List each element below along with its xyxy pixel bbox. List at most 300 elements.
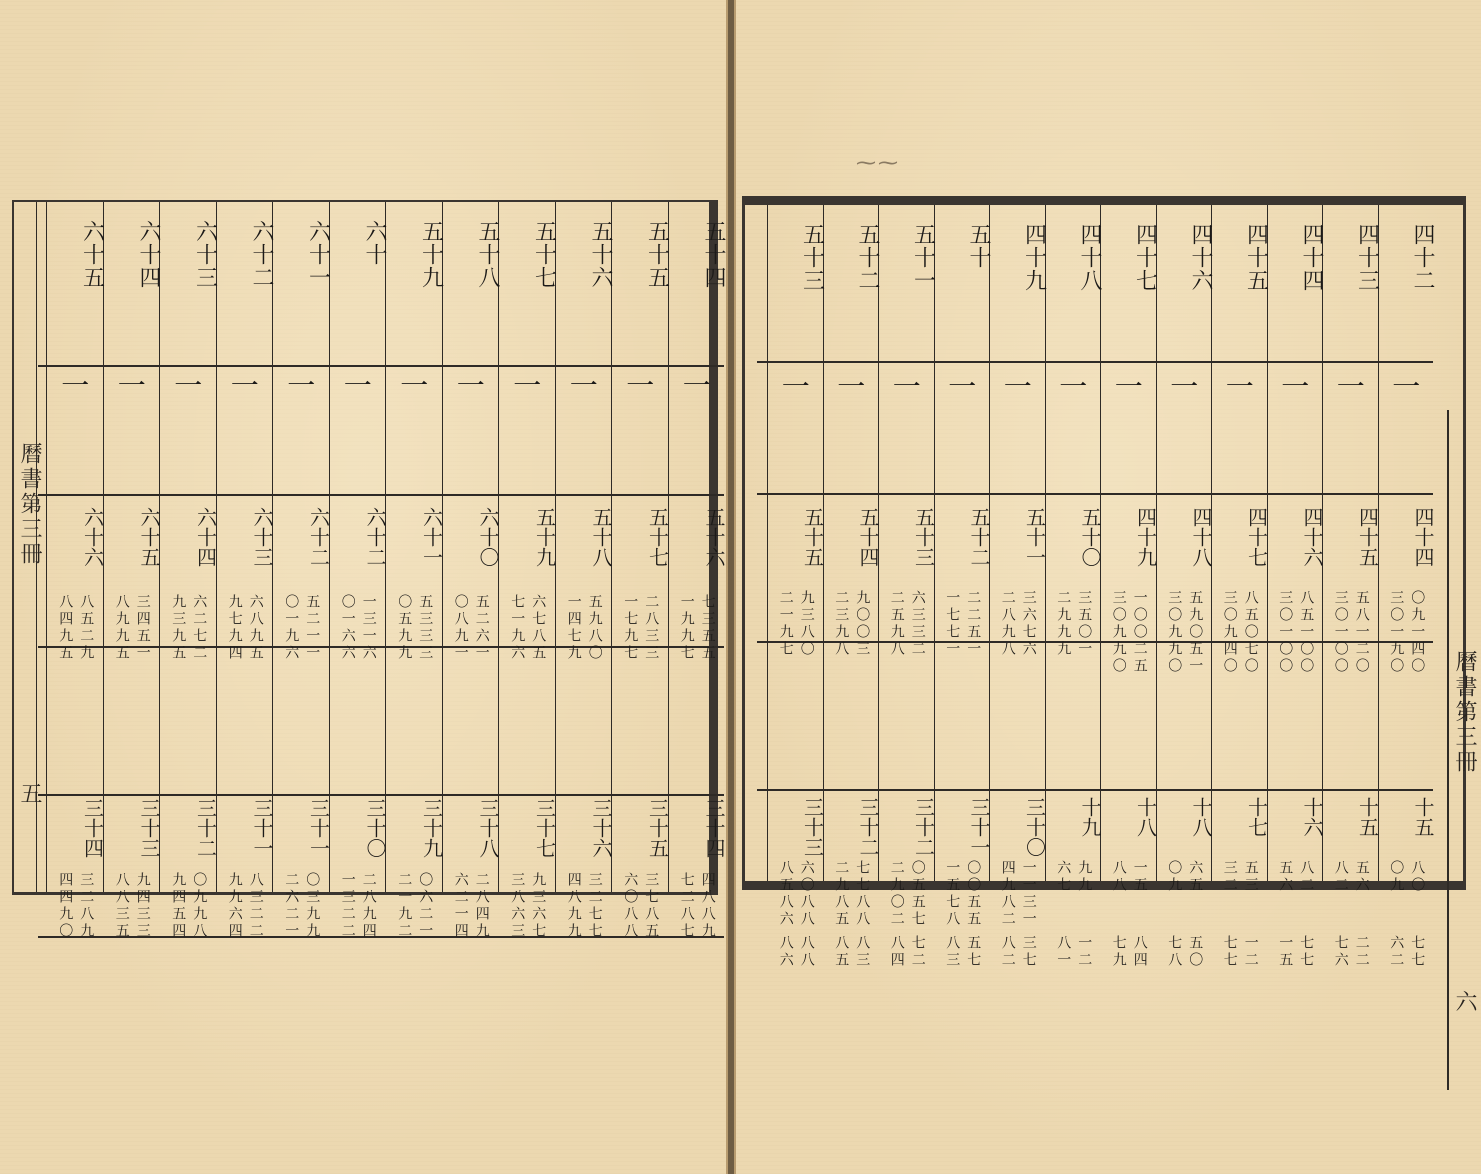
column-heading: 六十一: [305, 220, 331, 289]
small-figure: 七三五五: [699, 594, 716, 662]
small-figure: 七一九六: [509, 594, 526, 662]
minute-values: [879, 935, 935, 969]
minute-values: [1212, 935, 1268, 969]
small-figure: 八二: [1298, 860, 1315, 894]
column-heading: 四十七: [1132, 223, 1158, 292]
right-table-frame: [742, 196, 1477, 1015]
small-figure: 六〇八八: [622, 872, 639, 940]
small-figure: 八三: [854, 935, 871, 969]
degree-value: 十五: [1355, 797, 1380, 837]
minute-values: [879, 590, 935, 658]
minute-values: [1101, 935, 1157, 969]
small-figure: 二一九二: [396, 872, 413, 940]
column-heading: 四十三: [1354, 223, 1380, 292]
minute-values: [1212, 860, 1268, 894]
table-column: [668, 202, 726, 940]
degree-value: 五十〇: [1078, 507, 1102, 567]
small-figure: 六二一四: [452, 872, 469, 940]
degree-value: 五十七: [645, 507, 670, 567]
degree-value: 三十八: [476, 798, 500, 858]
minute-values: [1379, 935, 1435, 969]
small-figure: 二八三三: [643, 594, 660, 662]
ink-stain: ⁓⁓: [856, 150, 900, 174]
minute-values: [1323, 935, 1379, 969]
small-figure: 八五: [833, 935, 850, 969]
unit-value: 一: [626, 369, 655, 402]
minute-values: [1323, 860, 1379, 894]
right-margin-strip: [1447, 410, 1477, 1090]
minute-values: [1101, 860, 1157, 894]
unit-value: 一: [682, 369, 711, 402]
small-figure: 六〇八八: [798, 860, 815, 928]
minute-values: [824, 860, 880, 928]
table-column: [934, 205, 991, 969]
minute-values: [1101, 590, 1157, 675]
small-figure: 三七: [1020, 935, 1037, 969]
unit-value: 一: [1114, 370, 1143, 403]
small-figure: 九七九四: [226, 594, 243, 662]
table-column: [767, 205, 825, 969]
table-column: [329, 202, 387, 940]
table-column: [823, 205, 880, 969]
degree-value: 六十一: [419, 507, 444, 567]
small-figure: 二一九七: [777, 590, 794, 658]
small-figure: 九九: [1076, 860, 1093, 894]
minute-values: [768, 935, 824, 969]
degree-value: 十八: [1189, 797, 1213, 837]
small-figure: 八〇: [1409, 860, 1426, 894]
small-figure: 二二: [1353, 935, 1370, 969]
left-table-frame: [12, 200, 726, 940]
small-figure: 三二: [1221, 860, 1238, 894]
minute-values: [1323, 590, 1379, 675]
degree-value: 六十三: [250, 507, 274, 567]
small-figure: 八五八六: [777, 860, 794, 928]
minute-values: [330, 872, 387, 940]
small-figure: 二五九八: [888, 590, 905, 658]
degree-value: 十六: [1300, 797, 1324, 837]
table-column: [555, 202, 613, 940]
unit-value: 一: [1170, 370, 1199, 403]
degree-value: 三十四: [80, 798, 105, 858]
minute-values: [935, 590, 991, 658]
degree-value: 三十二: [856, 797, 880, 857]
small-figure: 八五一〇〇: [1298, 590, 1315, 675]
small-figure: 五八一二〇: [1353, 590, 1370, 675]
small-figure: 六二: [1388, 935, 1405, 969]
small-figure: 〇五五七: [909, 860, 926, 928]
small-figure: 九九六四: [226, 872, 243, 940]
right-page: [734, 0, 1481, 1174]
minute-values: [1268, 935, 1324, 969]
minute-values: [217, 594, 274, 662]
unit-value: 一: [569, 369, 598, 402]
small-figure: 八八三五: [113, 872, 130, 940]
minute-values: [47, 594, 104, 662]
column-heading: 五十二: [855, 223, 880, 292]
small-figure: 三四五一: [134, 594, 151, 662]
small-figure: 二八九八: [999, 590, 1016, 658]
degree-value: 三十六: [589, 798, 613, 858]
minute-values: [160, 594, 217, 662]
minute-values: [669, 594, 726, 662]
minute-values: [104, 872, 161, 940]
small-figure: 〇一六六: [339, 594, 356, 662]
small-figure: 〇三九九: [304, 872, 321, 940]
column-heading: 四十六: [1188, 223, 1213, 292]
small-figure: 三〇一九〇: [1388, 590, 1405, 675]
degree-value: 四十七: [1244, 507, 1269, 567]
degree-value: 十五: [1411, 797, 1435, 837]
small-figure: 八四: [1131, 935, 1148, 969]
small-figure: 六七八五: [530, 594, 547, 662]
column-heading: 六十五: [79, 220, 105, 289]
small-figure: 八一: [1055, 935, 1072, 969]
small-figure: 二六二一: [283, 872, 300, 940]
unit-value: 一: [781, 370, 810, 403]
table-column: [1100, 205, 1158, 969]
small-figure: 七二八七: [678, 872, 695, 940]
minute-values: [1046, 590, 1102, 658]
small-figure: 〇八九一: [452, 594, 469, 662]
minute-values: [1046, 860, 1102, 894]
unit-value: 一: [892, 370, 921, 403]
table-column: [989, 205, 1047, 969]
unit-value: 一: [1059, 370, 1088, 403]
degree-value: 三十七: [532, 798, 557, 858]
left-margin-title: 曆書第三冊: [17, 442, 42, 567]
minute-values: [824, 590, 880, 658]
minute-values: [386, 594, 443, 662]
small-figure: 五九八〇: [586, 594, 603, 662]
small-figure: 一五七八: [944, 860, 961, 928]
right-margin-title: 曆書第三冊: [1452, 650, 1477, 775]
minute-values: [1157, 935, 1213, 969]
minute-values: [47, 872, 104, 940]
minute-values: [612, 594, 669, 662]
table-column: [159, 202, 218, 940]
table-column: [611, 202, 670, 940]
small-figure: 〇九: [1388, 860, 1405, 894]
minute-values: [1268, 860, 1324, 894]
unit-value: 一: [1281, 370, 1310, 403]
small-figure: 九三六七: [530, 872, 547, 940]
small-figure: 二八九四: [360, 872, 377, 940]
table-column: [1267, 205, 1324, 969]
degree-value: 三十〇: [1022, 797, 1047, 857]
small-figure: 四九八二: [999, 860, 1016, 928]
degree-value: 三十五: [645, 798, 670, 858]
small-figure: 四四九〇: [57, 872, 74, 940]
table-column: [103, 202, 161, 940]
degree-value: 三十三: [137, 798, 161, 858]
degree-value: 十七: [1244, 797, 1269, 837]
small-figure: 七二: [909, 935, 926, 969]
small-figure: 五〇: [1187, 935, 1204, 969]
degree-value: 四十六: [1300, 507, 1324, 567]
minute-values: [499, 872, 556, 940]
unit-value: 一: [230, 369, 259, 402]
small-figure: 八八: [1110, 860, 1127, 894]
small-figure: 〇九九八: [191, 872, 208, 940]
minute-values: [768, 860, 824, 928]
small-figure: 七八: [1166, 935, 1183, 969]
degree-value: 四十五: [1355, 507, 1380, 567]
unit-value: 一: [837, 370, 866, 403]
degree-value: 五十一: [1022, 507, 1047, 567]
degree-value: 五十五: [800, 507, 825, 567]
small-figure: 六二七二: [191, 594, 208, 662]
minute-values: [824, 935, 880, 969]
small-figure: 五六: [1353, 860, 1370, 894]
small-figure: 九三九五: [170, 594, 187, 662]
minute-values: [499, 594, 556, 662]
small-figure: 八三: [944, 935, 961, 969]
unit-value: 一: [1225, 370, 1254, 403]
small-figure: 三二七七: [586, 872, 603, 940]
degree-value: 六十五: [137, 507, 161, 567]
small-figure: 七七: [1409, 935, 1426, 969]
small-figure: 三〇九四〇: [1221, 590, 1238, 675]
small-figure: 六五: [1187, 860, 1204, 894]
column-heading: 五十七: [531, 220, 557, 289]
degree-value: 五十三: [911, 507, 936, 567]
small-figure: 三二八九: [78, 872, 95, 940]
minute-values: [104, 594, 161, 662]
table-column: [1156, 205, 1213, 969]
degree-value: 四十四: [1411, 507, 1435, 567]
small-figure: 〇一九六: [283, 594, 300, 662]
small-figure: 八五〇七〇: [1242, 590, 1259, 675]
table-column: [46, 202, 105, 940]
small-figure: 〇五九九: [396, 594, 413, 662]
column-heading: 五十一: [910, 223, 936, 292]
small-figure: 五九〇五一: [1187, 590, 1204, 675]
column-heading: 五十八: [475, 220, 500, 289]
degree-value: 十九: [1078, 797, 1102, 837]
small-figure: 一三二二: [339, 872, 356, 940]
minute-values: [1268, 590, 1324, 675]
minute-values: [990, 590, 1046, 658]
degree-value: 四十九: [1133, 507, 1158, 567]
table-column: [1322, 205, 1380, 969]
small-figure: 五三三三: [417, 594, 434, 662]
small-figure: 四八九九: [565, 872, 582, 940]
left-table: [38, 202, 726, 940]
unit-value: 一: [948, 370, 977, 403]
degree-value: 五十二: [967, 507, 991, 567]
small-figure: 一七九七: [622, 594, 639, 662]
column-heading: 四十九: [1021, 223, 1047, 292]
minute-values: [330, 594, 387, 662]
small-figure: 二九九九: [1055, 590, 1072, 658]
unit-value: 一: [174, 369, 203, 402]
degree-value: 三十九: [419, 798, 444, 858]
degree-value: 六十六: [80, 507, 105, 567]
minute-values: [273, 594, 330, 662]
small-figure: 三六七六: [1020, 590, 1037, 658]
column-heading: 六十四: [136, 220, 161, 289]
minute-values: [879, 860, 935, 928]
small-figure: 九三八〇: [798, 590, 815, 658]
unit-value: 一: [117, 369, 146, 402]
table-column: [385, 202, 444, 940]
small-figure: 五三: [1242, 860, 1259, 894]
degree-value: 三十一: [250, 798, 274, 858]
minute-values: [1157, 590, 1213, 675]
minute-values: [935, 935, 991, 969]
unit-value: 一: [1336, 370, 1365, 403]
small-figure: 六八九五: [247, 594, 264, 662]
minute-values: [1212, 590, 1268, 675]
small-figure: 〇〇五五: [965, 860, 982, 928]
small-figure: 一二: [1076, 935, 1093, 969]
minute-values: [1157, 860, 1213, 894]
column-heading: 六十: [362, 220, 387, 266]
table-column: [1211, 205, 1269, 969]
small-figure: 二九〇二: [888, 860, 905, 928]
small-figure: 六三三二: [909, 590, 926, 658]
minute-values: [556, 594, 613, 662]
small-figure: 一一三一: [1020, 860, 1037, 928]
table-column: [498, 202, 557, 940]
column-heading: 五十九: [418, 220, 444, 289]
small-figure: 三五〇一: [1076, 590, 1093, 658]
degree-value: 六十二: [363, 507, 387, 567]
small-figure: 八四: [888, 935, 905, 969]
minute-values: [386, 872, 443, 940]
small-figure: 〇九一四〇: [1409, 590, 1426, 675]
degree-value: 六十四: [193, 507, 218, 567]
right-table: [757, 205, 1435, 969]
unit-value: 一: [400, 369, 429, 402]
small-figure: 五六: [1277, 860, 1294, 894]
degree-value: 五十九: [532, 507, 557, 567]
small-figure: 七七八八: [854, 860, 871, 928]
minute-values: [1046, 935, 1102, 969]
unit-value: 一: [343, 369, 372, 402]
column-heading: 四十五: [1243, 223, 1269, 292]
small-figure: 四八八九: [699, 872, 716, 940]
degree-value: 三十三: [800, 797, 825, 857]
column-heading: 五十四: [701, 220, 726, 289]
column-heading: 五十: [966, 223, 991, 269]
table-column: [272, 202, 331, 940]
minute-values: [443, 594, 500, 662]
minute-values: [217, 872, 274, 940]
left-page: [0, 0, 728, 1174]
small-figure: 一〇〇二五: [1131, 590, 1148, 675]
degree-value: 十八: [1133, 797, 1158, 837]
small-figure: 二二五一: [965, 590, 982, 658]
small-figure: 九四三三: [134, 872, 151, 940]
degree-value: 四十八: [1189, 507, 1213, 567]
left-page-number: 五: [17, 782, 42, 807]
column-heading: 四十二: [1410, 223, 1435, 292]
left-margin-strip: [14, 202, 42, 892]
small-figure: 一五: [1131, 860, 1148, 894]
small-figure: 五七: [965, 935, 982, 969]
table-column: [878, 205, 936, 969]
unit-value: 一: [61, 369, 90, 402]
small-figure: 一三一六: [360, 594, 377, 662]
column-heading: 五十六: [588, 220, 613, 289]
small-figure: 二八四九: [473, 872, 490, 940]
table-column: [442, 202, 500, 940]
small-figure: 八八: [798, 935, 815, 969]
degree-value: 六十二: [306, 507, 331, 567]
small-figure: 〇九: [1166, 860, 1183, 894]
unit-value: 一: [1003, 370, 1032, 403]
small-figure: 五二六一: [473, 594, 490, 662]
table-column: [1045, 205, 1102, 969]
small-figure: 六七: [1055, 860, 1072, 894]
unit-value: 一: [513, 369, 542, 402]
small-figure: 〇六二一: [417, 872, 434, 940]
degree-value: 三十二: [911, 797, 936, 857]
small-figure: 一七七一: [944, 590, 961, 658]
unit-value: 一: [1392, 370, 1421, 403]
degree-value: 三十四: [702, 798, 726, 858]
minute-values: [556, 872, 613, 940]
small-figure: 八六: [777, 935, 794, 969]
small-figure: 五二一一: [304, 594, 321, 662]
small-figure: 八三二二: [247, 872, 264, 940]
column-heading: 六十三: [192, 220, 218, 289]
column-heading: 五十三: [799, 223, 825, 292]
unit-value: 一: [287, 369, 316, 402]
small-figure: 八二: [999, 935, 1016, 969]
small-figure: 九〇〇三: [854, 590, 871, 658]
minute-values: [669, 872, 726, 940]
small-figure: 三〇九九〇: [1166, 590, 1183, 675]
unit-value: 一: [456, 369, 485, 402]
small-figure: 二三九八: [833, 590, 850, 658]
degree-value: 五十六: [702, 507, 726, 567]
column-heading: 五十五: [644, 220, 670, 289]
small-figure: 八九九五: [113, 594, 130, 662]
column-heading: 六十二: [249, 220, 274, 289]
minute-values: [768, 590, 824, 658]
column-heading: 四十四: [1299, 223, 1324, 292]
small-figure: 八四九五: [57, 594, 74, 662]
degree-value: 三十一: [306, 798, 331, 858]
minute-values: [990, 860, 1046, 928]
table-column: [1378, 205, 1435, 969]
degree-value: 三十一: [967, 797, 991, 857]
small-figure: 三七八五: [643, 872, 660, 940]
column-heading: 四十八: [1077, 223, 1102, 292]
small-figure: 一二: [1242, 935, 1259, 969]
small-figure: 八二: [1332, 860, 1349, 894]
small-figure: 七七: [1221, 935, 1238, 969]
right-page-number: 六: [1452, 990, 1477, 1015]
small-figure: 二九八五: [833, 860, 850, 928]
small-figure: 一九九七: [678, 594, 695, 662]
minute-values: [443, 872, 500, 940]
minute-values: [612, 872, 669, 940]
minute-values: [990, 935, 1046, 969]
small-figure: 七九: [1110, 935, 1127, 969]
small-figure: 一五: [1277, 935, 1294, 969]
small-figure: 三〇九九〇: [1110, 590, 1127, 675]
degree-value: 三十二: [193, 798, 218, 858]
minute-values: [273, 872, 330, 940]
small-figure: 三〇一〇〇: [1332, 590, 1349, 675]
small-figure: 三八六三: [509, 872, 526, 940]
minute-values: [1379, 590, 1435, 675]
degree-value: 五十八: [589, 507, 613, 567]
